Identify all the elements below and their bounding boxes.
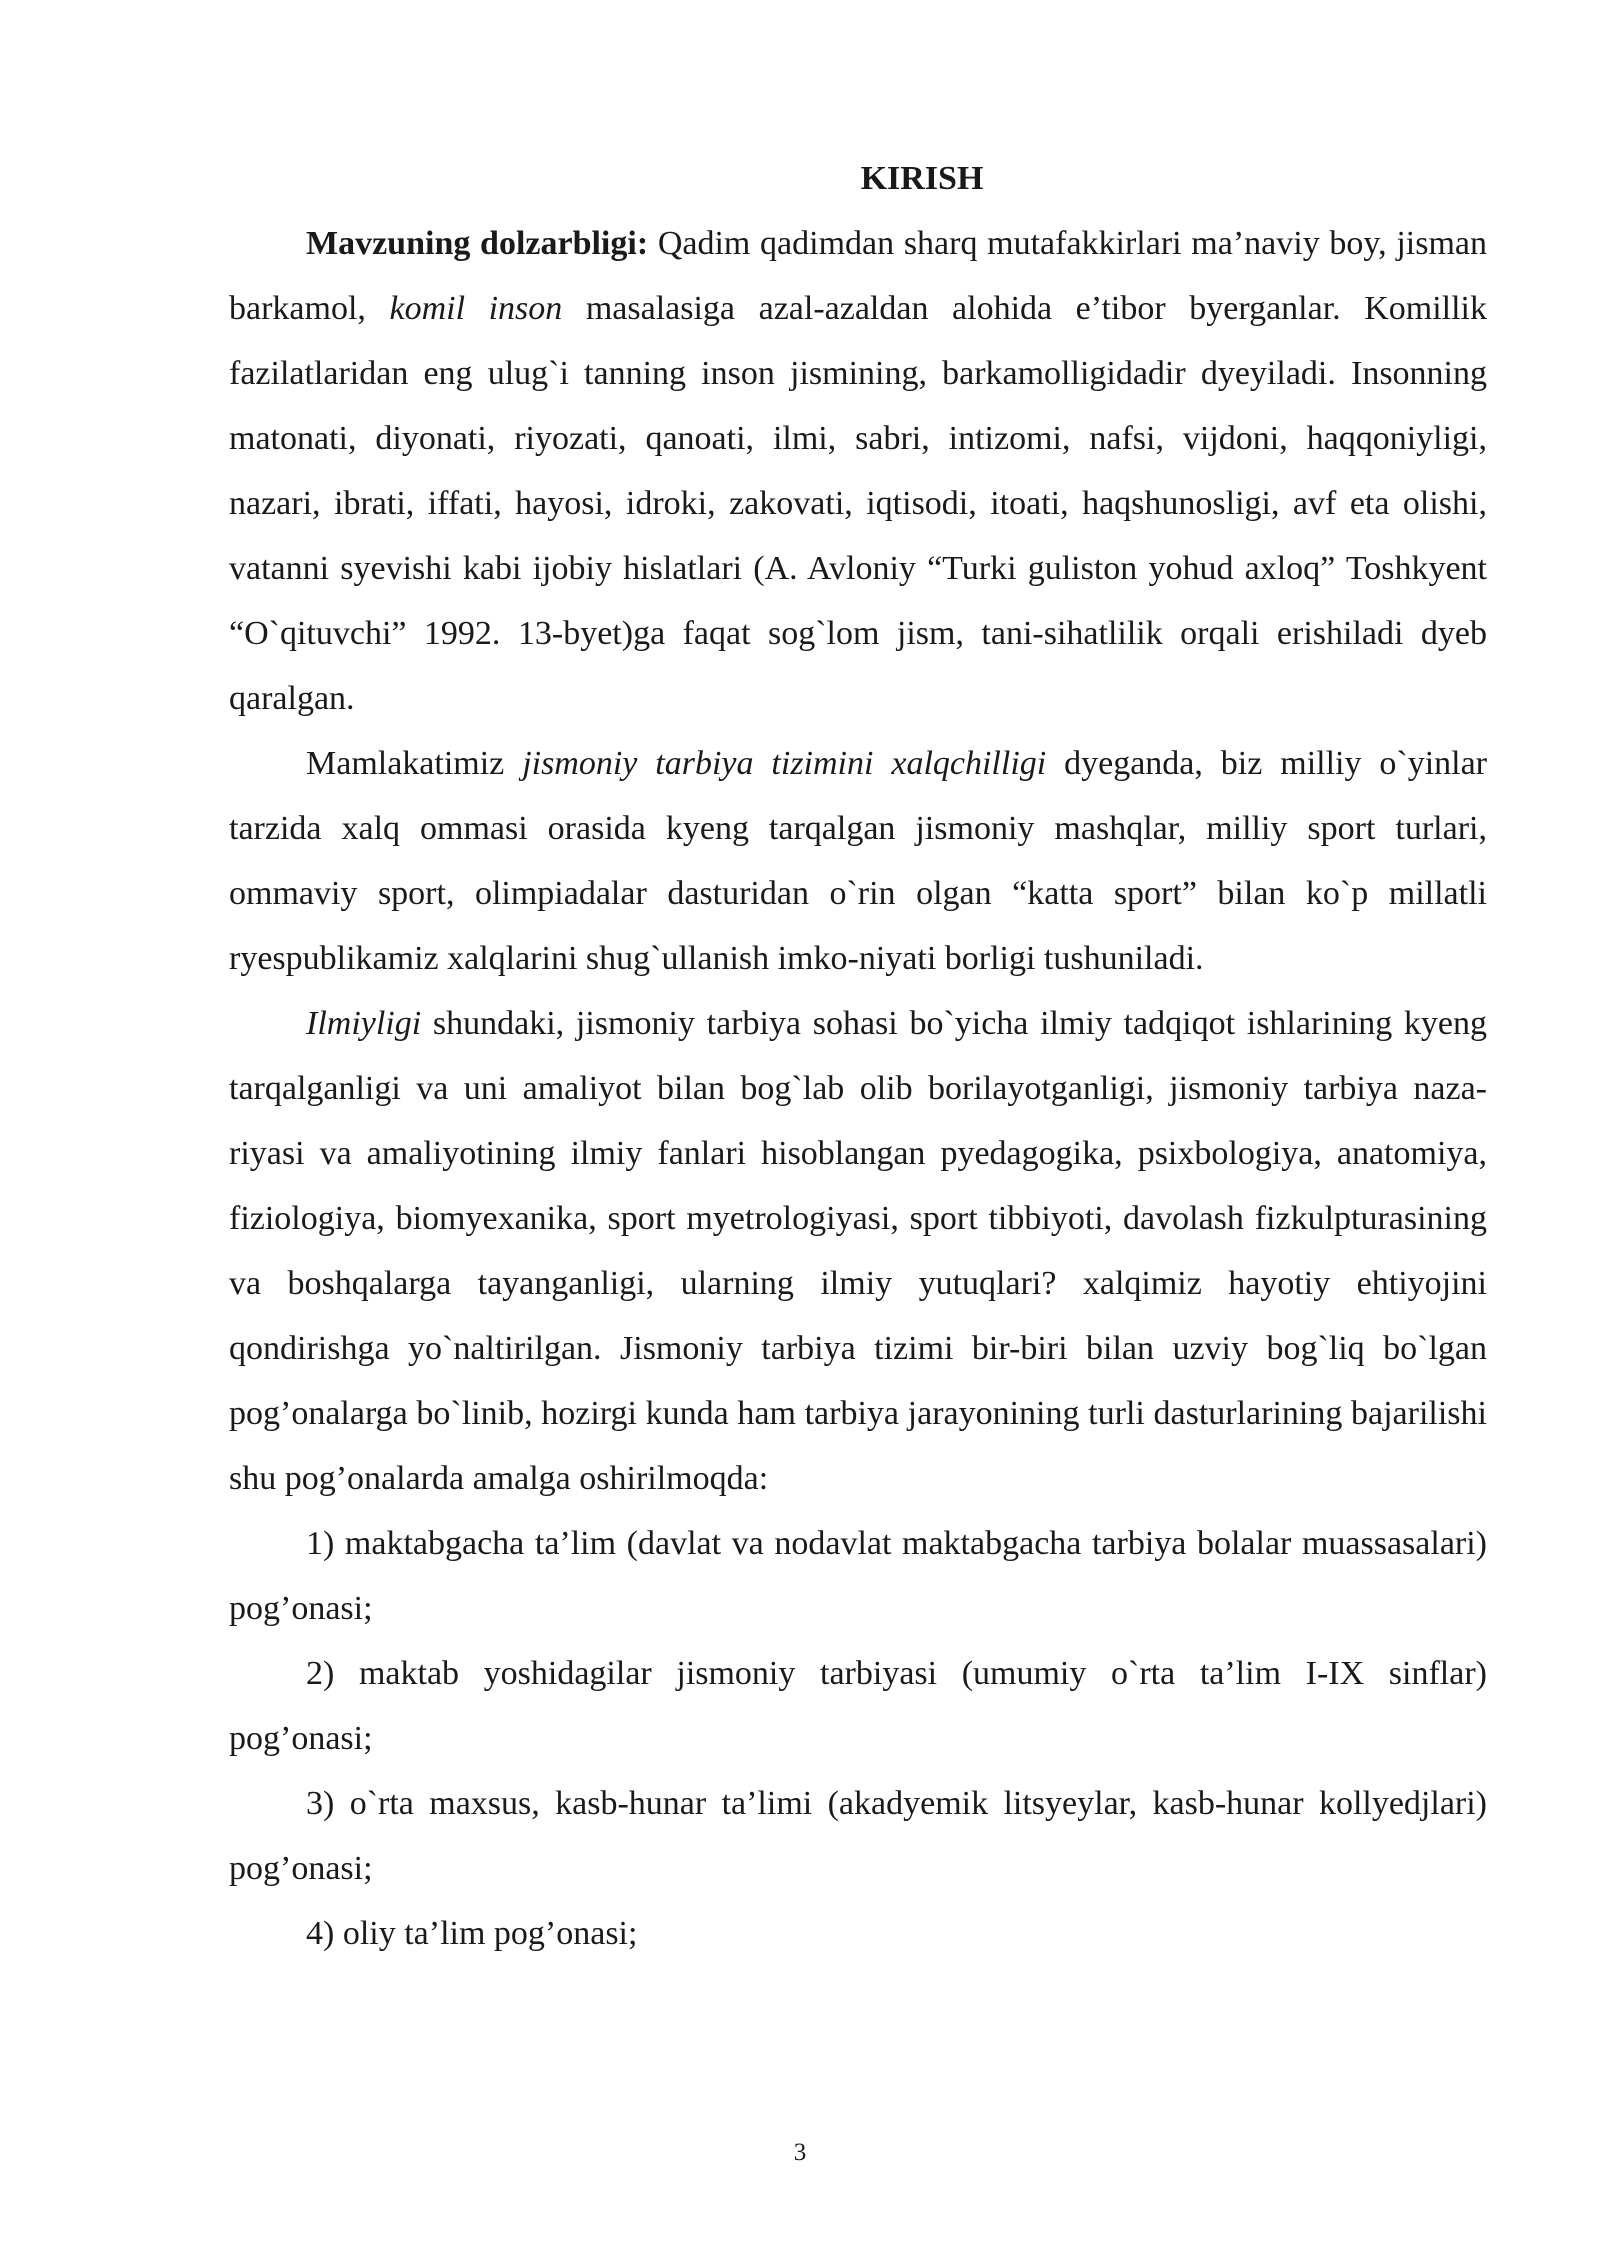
paragraph-national: [229, 731, 1487, 991]
page-body: [229, 146, 1487, 1966]
paragraph-text: dyeganda, biz milliy o`yinlar tarzida xalq ommasi orasida kyeng tarqalgan jismoniy mashqlar, milliy sport turlari, ommaviy sport, olimpiadalar dasturidan o`rin olgan “katta sport” bilan ko`p millatli ryespublikamiz xalqlarini shug`ullanish imko-niyati borligi tushuniladi.: [229, 745, 1488, 977]
paragraph-text: Qadim qadimdan sharq mutafakkirlari ma’naviy boy, jisman barkamol,: [229, 225, 1488, 327]
list-item: 3) o`rta maxsus, kasb-hunar ta’limi (akadyemik litsyeylar, kasb-hunar kollyedjlari) pog’onasi;: [229, 1785, 1487, 1887]
paragraph-text: Mamlakatimiz: [306, 745, 523, 782]
list-item: 4) oliy ta’lim pog’onasi;: [306, 1915, 638, 1952]
paragraph-text: masalasiga azal-azaldan alohida e’tibor byerganlar. Komillik fazilatlaridan eng ulug`i tanning inson jismining, barkamolligidadir dyeyiladi. Insonning matonati, diyonati, riyozati, qanoati, ilmi, sabri, intizomi, nafsi, vijdoni, haqqoniyligi, nazari, ibrati, iffati, hayosi, idroki, zakovati, iqtisodi, itoati, haqshunosligi, avf eta olishi, vatanni syevishi kabi ijobiy hislatlari (A. Avloniy “Turki guliston yohud axloq” Toshkyent “O`qituvchi” 1992. 13-byet)ga faqat sog`lom jism, tani-sihatlilik orqali erishiladi dyeb qaralgan.: [229, 290, 1487, 717]
bold-lead: Mavzuning dolzarbligi:: [306, 225, 649, 262]
italic-phrase: Ilmiyligi: [306, 1005, 422, 1042]
page-title: KIRISH: [860, 160, 984, 197]
page-number: 3: [793, 2139, 807, 2166]
list-item: 2) maktab yoshidagilar jismoniy tarbiyasi (umumiy o`rta ta’lim I-IX sinflar) pog’onasi;: [229, 1655, 1487, 1757]
italic-phrase: komil inson: [389, 290, 563, 327]
paragraph-relevance: [229, 211, 1487, 731]
paragraph-text: shundaki, jismoniy tarbiya sohasi bo`yicha ilmiy tadqiqot ishlarining kyeng tarqalganligi va uni amaliyot bilan bog`lab olib borilayotganligi, jismoniy tarbiya naza-riyasi va amaliyotining ilmiy fanlari hisoblangan pyedagogika, psixbologiya, anatomiya, fiziologiya, biomyexanika, sport myetrologiyasi, sport tibbiyoti, davolash fizkulpturasining va boshqalarga tayanganligi, ularning ilmiy yutuqlari? xalqimiz hayotiy ehtiyojini qondirishga yo`naltirilgan. Jismoniy tarbiya tizimi bir-biri bilan uzviy bog`liq bo`lgan pog’onalarga bo`linib, hozirgi kunda ham tarbiya jarayonining turli dasturlarining bajarilishi shu pog’onalarda amalga oshirilmoqda:: [229, 1005, 1487, 1497]
paragraph-scientific: [229, 991, 1487, 1511]
italic-phrase: jismoniy tarbiya tizimini xalqchilligi: [522, 745, 1047, 782]
list-item: 1) maktabgacha ta’lim (davlat va nodavlat maktabgacha tarbiya bolalar muassasalari) pog’onasi;: [229, 1525, 1487, 1627]
